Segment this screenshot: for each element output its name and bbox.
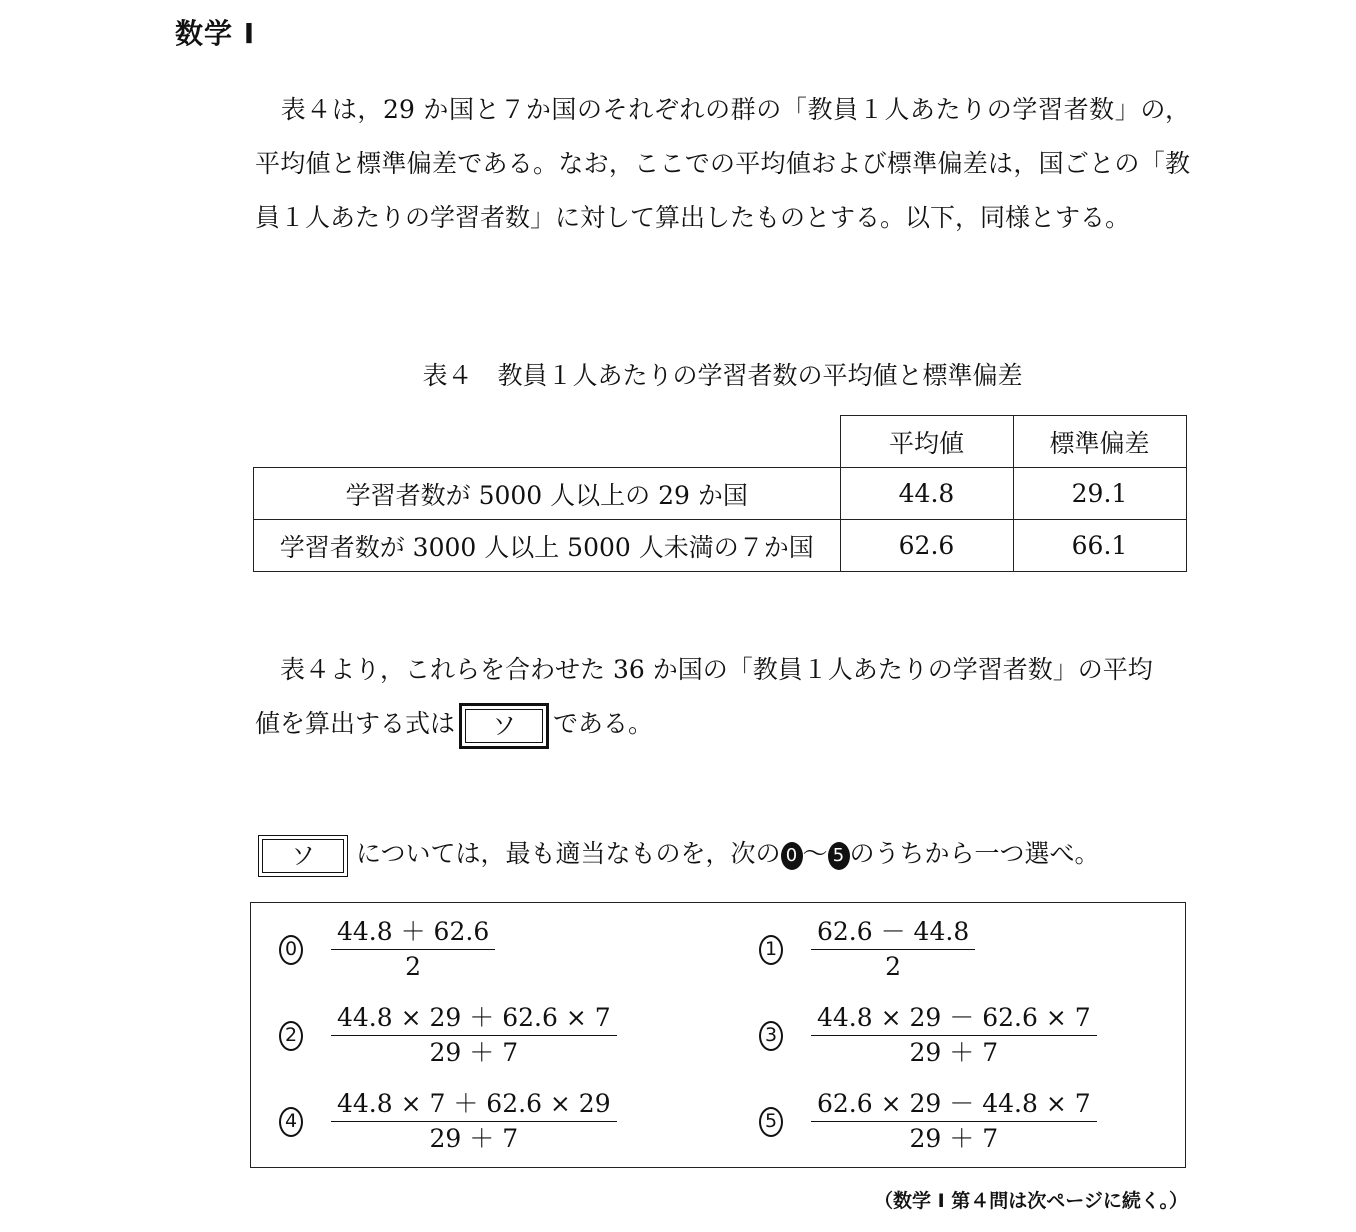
choice-fraction <box>331 1087 617 1156</box>
fraction-denominator: 29 ＋ 7 <box>429 1038 519 1067</box>
table-row <box>254 520 1187 572</box>
fraction-denominator: 2 <box>405 952 422 981</box>
fraction-denominator: 29 ＋ 7 <box>909 1124 999 1153</box>
fraction-denominator: 29 ＋ 7 <box>429 1124 519 1153</box>
table-header-row <box>254 416 1187 468</box>
header-mean: 平均値 <box>840 416 1013 468</box>
header-sd: 標準偏差 <box>1013 416 1186 468</box>
table-corner-cell <box>254 416 841 468</box>
choice-option-4[interactable] <box>279 1087 617 1156</box>
row-sd: 29.1 <box>1013 468 1186 520</box>
fraction-denominator: 2 <box>885 952 902 981</box>
choice-option-5[interactable] <box>759 1087 1097 1156</box>
row-label: 学習者数が 5000 人以上の 29 か国 <box>254 468 841 520</box>
intro-paragraph <box>255 83 1190 245</box>
choice-number-badge: 4 <box>279 1107 303 1137</box>
choice-fraction <box>331 915 495 984</box>
row-sd: 66.1 <box>1013 520 1186 572</box>
choice-number-badge: 2 <box>279 1021 303 1051</box>
fraction-denominator: 29 ＋ 7 <box>909 1038 999 1067</box>
question-line1: 表４より，これらを合わせた 36 か国の「教員１人あたりの学習者数」の平均 <box>280 655 1153 684</box>
choice-number-0-badge: 0 <box>781 842 803 870</box>
row-label: 学習者数が 3000 人以上 5000 人未満の７か国 <box>254 520 841 572</box>
choice-fraction <box>331 1001 617 1070</box>
choice-number-badge: 5 <box>759 1107 783 1137</box>
choices-box <box>250 902 1186 1168</box>
stats-table <box>253 415 1187 572</box>
table-row <box>254 468 1187 520</box>
continuation-note: （数学 I 第４問は次ページに続く。） <box>873 1190 1188 1212</box>
answer-box[interactable] <box>459 703 549 749</box>
choice-fraction <box>811 1087 1097 1156</box>
question-paragraph <box>255 643 1190 751</box>
choice-fraction <box>811 1001 1097 1070</box>
fraction-numerator: 44.8 ＋ 62.6 <box>331 915 495 950</box>
fraction-numerator: 44.8 × 29 ＋ 62.6 × 7 <box>331 1001 617 1036</box>
question-line2-after: である。 <box>553 709 654 738</box>
instruction-text-before: については，最も適当なものを，次の <box>356 839 781 868</box>
choice-fraction <box>811 915 975 984</box>
fraction-numerator: 44.8 × 29 － 62.6 × 7 <box>811 1001 1097 1036</box>
fraction-numerator: 62.6 × 29 － 44.8 × 7 <box>811 1087 1097 1122</box>
question-line2-before: 値を算出する式は <box>255 709 456 738</box>
row-mean: 62.6 <box>840 520 1013 572</box>
choice-option-1[interactable] <box>759 915 975 984</box>
choice-number-badge: 1 <box>759 935 783 965</box>
intro-text: 表４は，29 か国と７か国のそれぞれの群の「教員１人あたりの学習者数」の，平均値と標準偏差である。なお，ここでの平均値および標準偏差は，国ごとの「教員１人あたりの学習者数」に対して算出したものとする。以下，同様とする。 <box>255 95 1190 232</box>
choice-number-badge: 3 <box>759 1021 783 1051</box>
choice-option-2[interactable] <box>279 1001 617 1070</box>
instruction-line <box>258 829 1100 879</box>
choice-option-3[interactable] <box>759 1001 1097 1070</box>
answer-box-label: ソ <box>465 709 543 743</box>
choice-number-badge: 0 <box>279 935 303 965</box>
instruction-text-after: のうちから一つ選べ。 <box>849 839 1100 868</box>
fraction-numerator: 44.8 × 7 ＋ 62.6 × 29 <box>331 1087 617 1122</box>
instruction-tilde: ～ <box>802 839 828 868</box>
instruction-box-label: ソ <box>262 839 344 873</box>
fraction-numerator: 62.6 － 44.8 <box>811 915 975 950</box>
choice-option-0[interactable] <box>279 915 495 984</box>
row-mean: 44.8 <box>840 468 1013 520</box>
choice-number-5-badge: 5 <box>828 842 850 870</box>
instruction-answer-box <box>258 835 348 877</box>
subject-title: 数学 I <box>175 17 256 50</box>
table-caption: 表４ 教員１人あたりの学習者数の平均値と標準偏差 <box>422 361 1023 390</box>
